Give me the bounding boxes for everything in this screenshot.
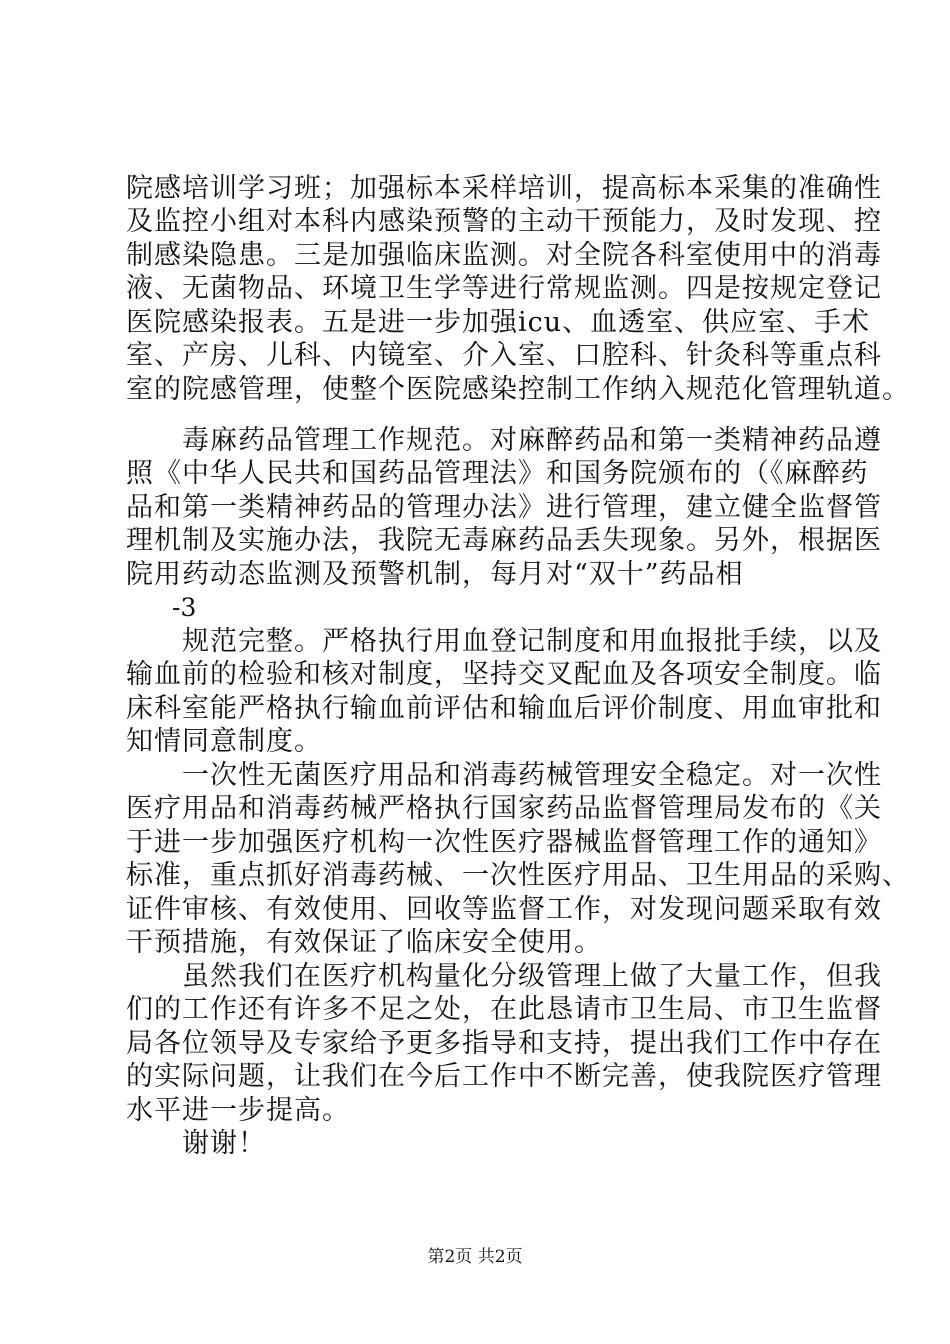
text-line: 证件审核、有效使用、回收等监督工作，对发现问题采取有效 [126,894,882,925]
text-line: 局各位领导及专家给予更多指导和支持，提出我们工作中存在 [126,1028,882,1059]
paragraph-first-line: 毒麻药品管理工作规范。对麻醉药品和第一类精神药品遵 [182,425,882,456]
text-line: 室、产房、儿科、内镜室、介入室、口腔科、针灸科等重点科 [126,340,882,371]
text-line: 室的院感管理，使整个医院感染控制工作纳入规范化管理轨道。 [126,374,910,405]
text-line: 的实际问题，让我们在今后工作中不断完善，使我院医疗管理 [126,1061,882,1092]
text-line: 液、无菌物品、环境卫生学等进行常规监测。四是按规定登记 [126,273,882,304]
text-line: 于进一步加强医疗机构一次性医疗器械监督管理工作的通知》 [126,827,882,858]
text-line: 及监控小组对本科内感染预警的主动干预能力，及时发现、控 [126,206,882,237]
text-line: 输血前的检验和核对制度，坚持交叉配血及各项安全制度。临 [126,659,882,690]
text-line: 水平进一步提高。 [126,1095,350,1126]
text-line: 医疗用品和消毒药械严格执行国家药品监督管理局发布的《关 [126,793,882,824]
text-line: 床科室能严格执行输血前评估和输血后评价制度、用血审批和 [126,693,882,724]
paragraph-first-line: 虽然我们在医疗机构量化分级管理上做了大量工作，但我 [182,961,882,992]
page-marker: -3 [172,593,197,622]
page-footer: 第2页 共2页 [427,1247,523,1267]
text-line: 标准，重点抓好消毒药械、一次性医疗用品、卫生用品的采购、 [126,860,910,891]
text-line: 知情同意制度。 [126,726,322,757]
text-line: 干预措施，有效保证了临床安全使用。 [126,927,602,958]
text-line: 们的工作还有许多不足之处，在此恳请市卫生局、市卫生监督 [126,994,882,1025]
text-line: 照《中华人民共和国药品管理法》和国务院颁布的（《麻醉药 [126,458,869,489]
text-line: 医院感染报表。五是进一步加强icu、血透室、供应室、手术 [126,307,871,338]
text-line: 院感培训学习班；加强标本采样培训，提高标本采集的准确性 [126,173,882,204]
closing-thanks: 谢谢！ [182,1128,266,1159]
text-line: 院用药动态监测及预警机制，每月对“双十”药品相 [126,559,744,590]
text-line: 制感染隐患。三是加强临床监测。对全院各科室使用中的消毒 [126,240,882,271]
text-line: 理机制及实施办法，我院无毒麻药品丢失现象。另外，根据医 [126,525,882,556]
paragraph-first-line: 规范完整。严格执行用血登记制度和用血报批手续，以及 [182,626,882,657]
text-line: 品和第一类精神药品的管理办法》进行管理，建立健全监督管 [126,492,882,523]
paragraph-first-line: 一次性无菌医疗用品和消毒药械管理安全稳定。对一次性 [182,760,882,791]
